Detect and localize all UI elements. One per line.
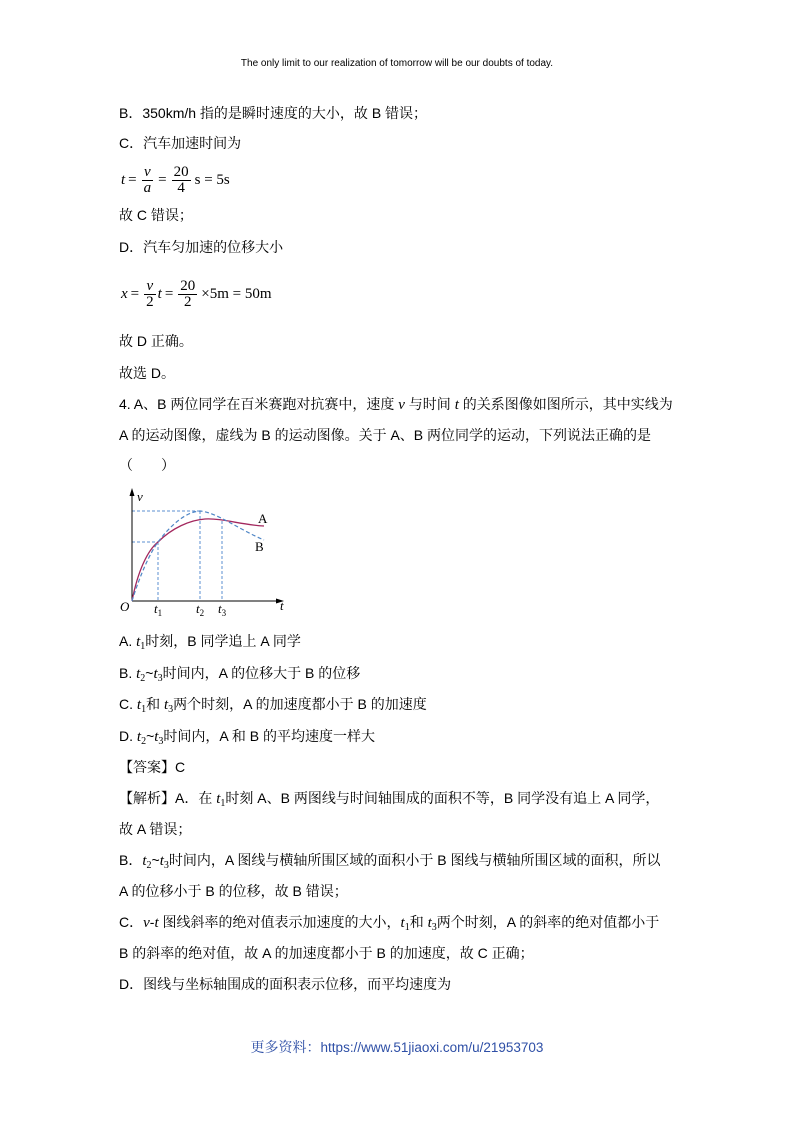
tick-label-t2 <box>196 601 204 618</box>
fraction-denominator: 4 <box>177 179 185 196</box>
fraction-denominator: 2 <box>184 293 192 310</box>
option-sub: 2 <box>141 736 147 747</box>
analysis-sub: 3 <box>163 860 169 871</box>
vt-graph <box>110 482 300 618</box>
option-text: 和 <box>146 696 164 712</box>
header-motto: The only limit to our realization of tomorrow will be our doubts of today. <box>240 58 554 69</box>
fraction-numerator: v <box>142 165 154 181</box>
formula-t-fraction-1 <box>142 165 154 196</box>
solution-line-d-result: 故 D 正确。 <box>119 333 193 349</box>
t-axis-label: t <box>280 598 284 613</box>
option-sub: 3 <box>157 673 163 684</box>
curve-a-label: A <box>258 511 268 526</box>
formula-t-eq2: = <box>158 171 167 188</box>
tick-label-t1 <box>154 601 162 618</box>
solution-final-choice: 故选 D。 <box>119 365 175 381</box>
solution-line-c: C．汽车加速时间为 <box>119 135 242 151</box>
option-text: 时刻，B 同学追上 A 同学 <box>145 633 301 649</box>
option-var: t <box>163 697 169 713</box>
option-text: 两个时刻，A 的加速度都小于 B 的加速度 <box>173 696 427 712</box>
option-sub: 1 <box>141 704 147 715</box>
option-var: t <box>153 666 158 682</box>
question4-answer-blank: （ ） <box>119 457 175 473</box>
option-b <box>119 663 360 686</box>
option-text: D. <box>119 728 137 744</box>
question4-stem-line1 <box>119 394 673 415</box>
analysis-line-5 <box>119 912 659 935</box>
option-var: t <box>154 729 159 745</box>
analysis-var: t <box>154 915 159 931</box>
formula-x-fraction-2 <box>178 279 197 310</box>
analysis-text: ~ <box>151 852 160 868</box>
stem-var-v: v <box>398 397 405 413</box>
v-axis-label: v <box>137 489 143 504</box>
stem-text: 4. A、B 两位同学在百米赛跑对抗赛中，速度 <box>119 396 399 412</box>
formula-t-var: t <box>121 171 126 188</box>
option-sub: 3 <box>168 704 174 715</box>
formula-x-eq2: = <box>164 285 174 302</box>
fraction-denominator: 2 <box>146 293 154 310</box>
option-text: 时间内，A 的位移大于 B 的位移 <box>162 665 361 681</box>
formula-x-result: ×5m = 50m <box>201 285 272 302</box>
solution-line-b: B．350km/h 指的是瞬时速度的大小，故 B 错误； <box>119 105 428 121</box>
analysis-text: 和 <box>409 914 428 930</box>
tick-sub: 1 <box>157 608 163 618</box>
analysis-text: 【解析】A．在 <box>119 790 217 806</box>
analysis-var: v <box>143 915 150 931</box>
option-var: t <box>136 729 142 745</box>
analysis-sub: 1 <box>404 922 410 933</box>
analysis-text: - <box>149 914 155 930</box>
analysis-var: t <box>142 853 147 869</box>
formula-t-eq1: = <box>128 171 137 188</box>
fraction-numerator: 20 <box>180 277 196 294</box>
analysis-var: t <box>400 915 405 931</box>
option-d <box>119 726 375 749</box>
question4-stem-line2: A 的运动图像，虚线为 B 的运动图像。关于 A、B 两位同学的运动，下列说法正确的是 <box>119 427 652 443</box>
analysis-line-6: B 的斜率的绝对值，故 A 的加速度都小于 B 的加速度，故 C 正确； <box>119 945 534 961</box>
curve-b-dashed <box>132 511 264 601</box>
fraction-numerator: v <box>144 279 156 295</box>
analysis-var: t <box>159 853 164 869</box>
formula-displacement <box>121 278 272 310</box>
analysis-var: t <box>216 791 221 807</box>
option-text: ~ <box>145 665 154 681</box>
option-sub: 2 <box>140 673 146 684</box>
analysis-text: 图线斜率的绝对值表示加速度的大小， <box>158 914 401 930</box>
tick-var: t <box>154 601 158 616</box>
stem-text: 与时间 <box>404 396 455 412</box>
stem-var-t: t <box>454 397 459 413</box>
analysis-sub: 1 <box>220 798 226 809</box>
option-text: B. <box>119 665 137 681</box>
option-var: t <box>136 634 141 650</box>
analysis-line-7: D．图线与坐标轴围成的面积表示位移，而平均速度为 <box>119 976 452 992</box>
analysis-sub: 2 <box>146 860 152 871</box>
answer-line: 【答案】C <box>119 759 186 775</box>
tick-label-t3 <box>218 601 227 618</box>
option-var: t <box>136 666 141 682</box>
analysis-sub: 3 <box>431 922 437 933</box>
option-var: t <box>136 697 142 713</box>
option-text: A. <box>119 633 137 649</box>
formula-x-time-var: t <box>157 285 162 302</box>
footer <box>0 1037 794 1058</box>
analysis-text: 时刻 A、B 两图线与时间轴围成的面积不等，B 同学没有追上 A 同学， <box>225 790 660 806</box>
formula-x-var: x <box>121 285 128 302</box>
analysis-line-4: A 的位移小于 B 的位移，故 B 错误； <box>119 883 348 899</box>
analysis-line-3 <box>119 850 660 873</box>
tick-sub: 2 <box>199 608 205 618</box>
stem-text: 的关系图像如图所示，其中实线为 <box>458 396 673 412</box>
analysis-line-1 <box>119 788 659 811</box>
option-sub: 1 <box>140 641 146 652</box>
formula-x-fraction-1 <box>144 279 156 310</box>
analysis-line-2: 故 A 错误； <box>119 821 192 837</box>
curve-a-solid <box>132 519 264 601</box>
v-axis-arrow-icon <box>130 488 135 496</box>
formula-t-result: s = 5s <box>194 171 230 188</box>
tick-var: t <box>218 601 222 616</box>
footer-label: 更多资料： <box>250 1039 321 1055</box>
formula-t-fraction-2 <box>172 165 191 196</box>
analysis-text: 时间内，A 图线与横轴所围区域的面积小于 B 图线与横轴所围区域的面积，所以 <box>168 852 661 868</box>
tick-var: t <box>196 601 200 616</box>
analysis-var: t <box>427 915 432 931</box>
formula-x-eq1: = <box>130 285 140 302</box>
fraction-numerator: 20 <box>173 163 189 180</box>
origin-label: O <box>120 599 130 614</box>
solution-line-d: D．汽车匀加速的位移大小 <box>119 239 284 255</box>
tick-sub: 3 <box>221 608 227 618</box>
solution-line-c-result: 故 C 错误； <box>119 207 193 223</box>
guide-lines <box>132 511 222 601</box>
formula-acceleration-time <box>121 164 230 196</box>
option-sub: 3 <box>158 736 164 747</box>
fraction-denominator: a <box>143 179 152 196</box>
option-text: C. <box>119 696 137 712</box>
option-c <box>119 694 427 717</box>
option-a <box>119 631 301 654</box>
option-text: ~ <box>146 728 155 744</box>
curve-b-label: B <box>255 539 264 554</box>
option-text: 时间内，A 和 B 的平均速度一样大 <box>163 728 375 744</box>
analysis-text: 两个时刻，A 的斜率的绝对值都小于 <box>436 914 660 930</box>
analysis-text: C． <box>119 914 144 930</box>
footer-url-link[interactable]: https://www.51jiaoxi.com/u/21953703 <box>320 1040 544 1055</box>
analysis-text: B． <box>119 852 143 868</box>
